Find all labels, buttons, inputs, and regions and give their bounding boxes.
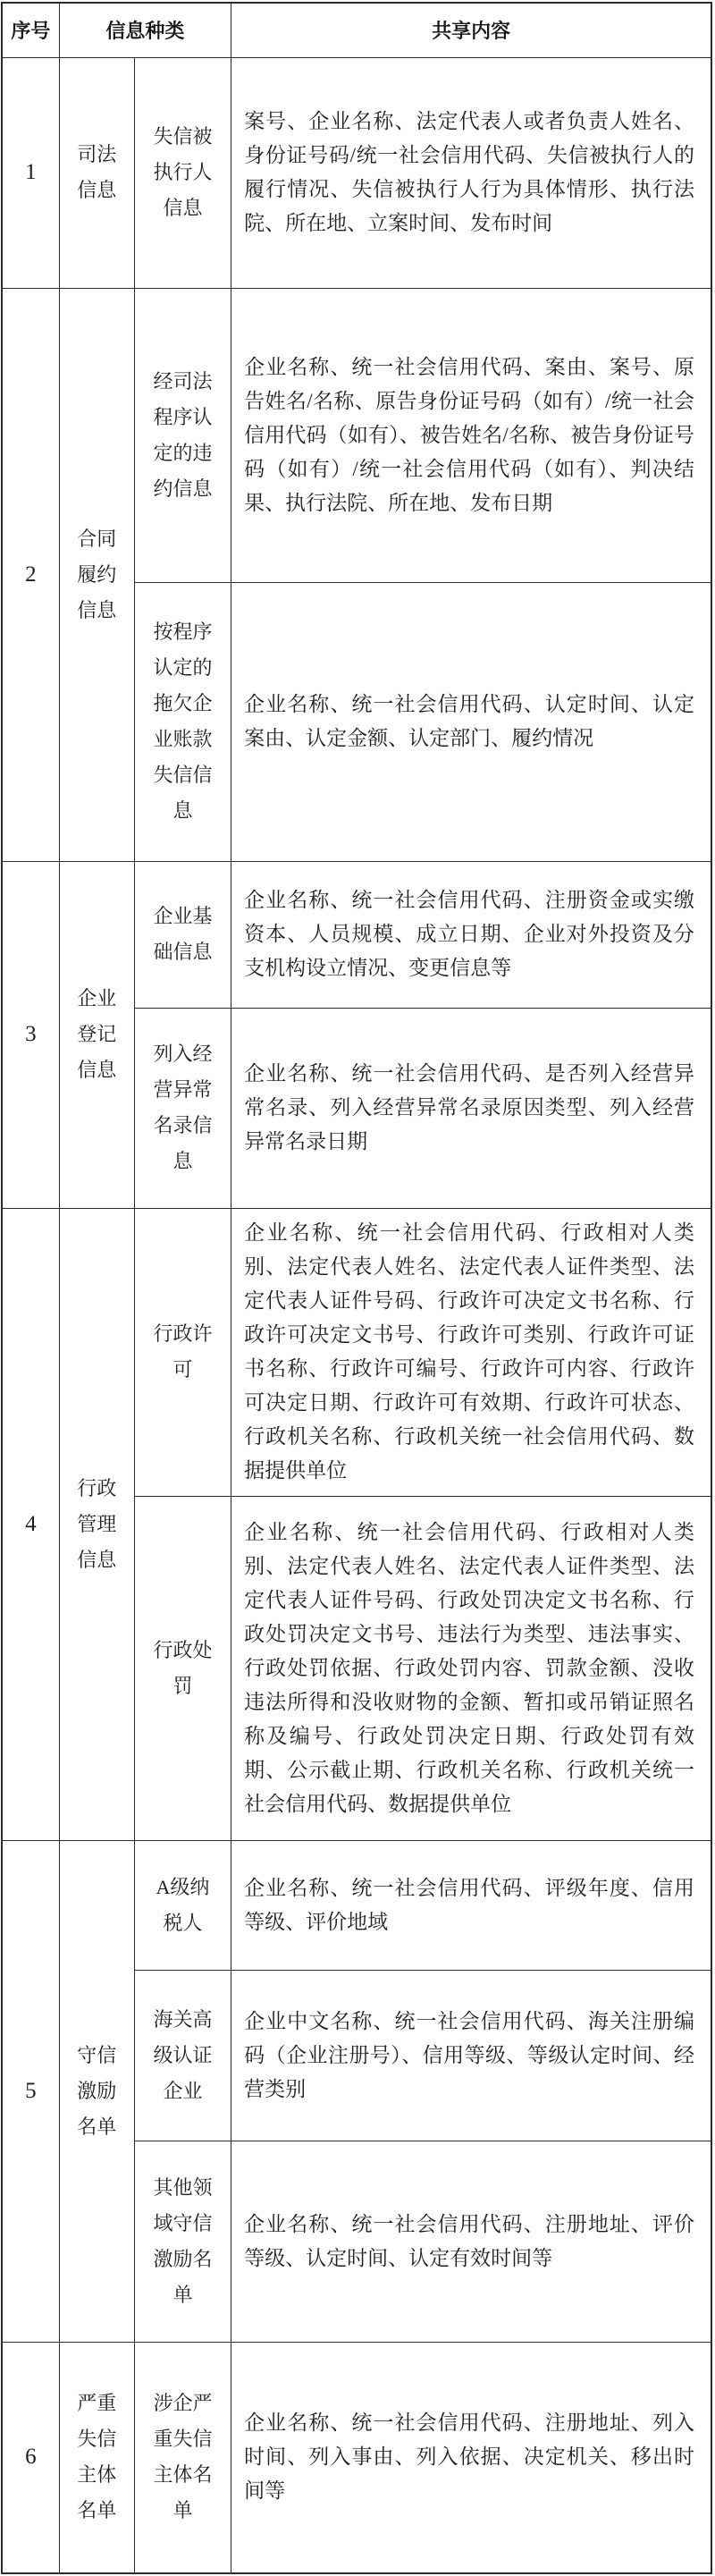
table-header-row: [2, 3, 711, 57]
category-cell: 合同履约信息: [59, 288, 134, 861]
header-no: 序号: [2, 3, 59, 57]
subcategory-cell: 经司法程序认定的违约信息: [134, 288, 231, 582]
row-number: 4: [2, 1208, 59, 1840]
content-cell: 企业名称、统一社会信用代码、认定时间、认定案由、认定金额、认定部门、履约情况: [231, 582, 711, 861]
table-row: [2, 1840, 711, 1970]
category-cell: 企业登记信息: [59, 861, 134, 1208]
content-cell: 企业名称、统一社会信用代码、注册地址、评价等级、认定时间、认定有效时间等: [231, 2141, 711, 2342]
category-cell: 严重失信主体名单: [59, 2342, 134, 2573]
subcategory-cell: 企业基础信息: [134, 861, 231, 1008]
content-cell: 企业名称、统一社会信用代码、行政相对人类别、法定代表人姓名、法定代表人证件类型、法定代表人证件号码、行政许可决定文书名称、行政许可决定文书号、行政许可类别、行政许可证书名称、行政许可编号、行政许可内容、行政许可决定日期、行政许可有效期、行政许可状态、行政机关名称、行政机关统一社会信用代码、数据提供单位: [231, 1208, 711, 1496]
subcategory-cell: 海关高级认证企业: [134, 1970, 231, 2141]
content-cell: 企业名称、统一社会信用代码、注册资金或实缴资本、人员规模、成立日期、企业对外投资及分支机构设立情况、变更信息等: [231, 861, 711, 1008]
header-content: 共享内容: [231, 3, 711, 57]
table-row: [2, 2342, 711, 2573]
content-cell: 企业名称、统一社会信用代码、是否列入经营异常名录、列入经营异常名录原因类型、列入经营异常名录日期: [231, 1008, 711, 1208]
subcategory-cell: 列入经营异常名录信息: [134, 1008, 231, 1208]
content-cell: 企业名称、统一社会信用代码、注册地址、列入时间、列入事由、列入依据、决定机关、移出时间等: [231, 2342, 711, 2573]
subcategory-cell: 失信被执行人信息: [134, 57, 231, 288]
table-row: [2, 288, 711, 582]
row-number: 1: [2, 57, 59, 288]
row-number: 3: [2, 861, 59, 1208]
content-cell: 案号、企业名称、法定代表人或者负责人姓名、身份证号码/统一社会信用代码、失信被执行人的履行情况、失信被执行人行为具体情形、执行法院、所在地、立案时间、发布时间: [231, 57, 711, 288]
content-cell: 企业名称、统一社会信用代码、案由、案号、原告姓名/名称、原告身份证号码（如有）/统一社会信用代码（如有）、被告姓名/名称、被告身份证号码（如有）/统一社会信用代码（如有）、判决结果、执行法院、所在地、发布日期: [231, 288, 711, 582]
category-cell: 行政管理信息: [59, 1208, 134, 1840]
category-cell: 司法信息: [59, 57, 134, 288]
subcategory-cell: A级纳税人: [134, 1840, 231, 1970]
subcategory-cell: 按程序认定的拖欠企业账款失信信息: [134, 582, 231, 861]
subcategory-cell: 行政许可: [134, 1208, 231, 1496]
row-number: 6: [2, 2342, 59, 2573]
subcategory-cell: 其他领域守信激励名单: [134, 2141, 231, 2342]
table-row: [2, 1208, 711, 1496]
row-number: 5: [2, 1840, 59, 2342]
content-cell: 企业名称、统一社会信用代码、行政相对人类别、法定代表人姓名、法定代表人证件类型、法定代表人证件号码、行政处罚决定文书名称、行政处罚决定文书号、违法行为类型、违法事实、行政处罚依据、行政处罚内容、罚款金额、没收违法所得和没收财物的金额、暂扣或吊销证照名称及编号、行政处罚决定日期、行政处罚有效期、公示截止期、行政机关名称、行政机关统一社会信用代码、数据提供单位: [231, 1496, 711, 1840]
content-cell: 企业名称、统一社会信用代码、评级年度、信用等级、评价地域: [231, 1840, 711, 1970]
row-number: 2: [2, 288, 59, 861]
subcategory-cell: 涉企严重失信主体名单: [134, 2342, 231, 2573]
table-row: [2, 57, 711, 288]
table-row: [2, 861, 711, 1008]
share-table: [1, 2, 712, 2574]
header-type: 信息种类: [59, 3, 231, 57]
category-cell: 守信激励名单: [59, 1840, 134, 2342]
content-cell: 企业中文名称、统一社会信用代码、海关注册编码（企业注册号）、信用等级、等级认定时间、经营类别: [231, 1970, 711, 2141]
subcategory-cell: 行政处罚: [134, 1496, 231, 1840]
